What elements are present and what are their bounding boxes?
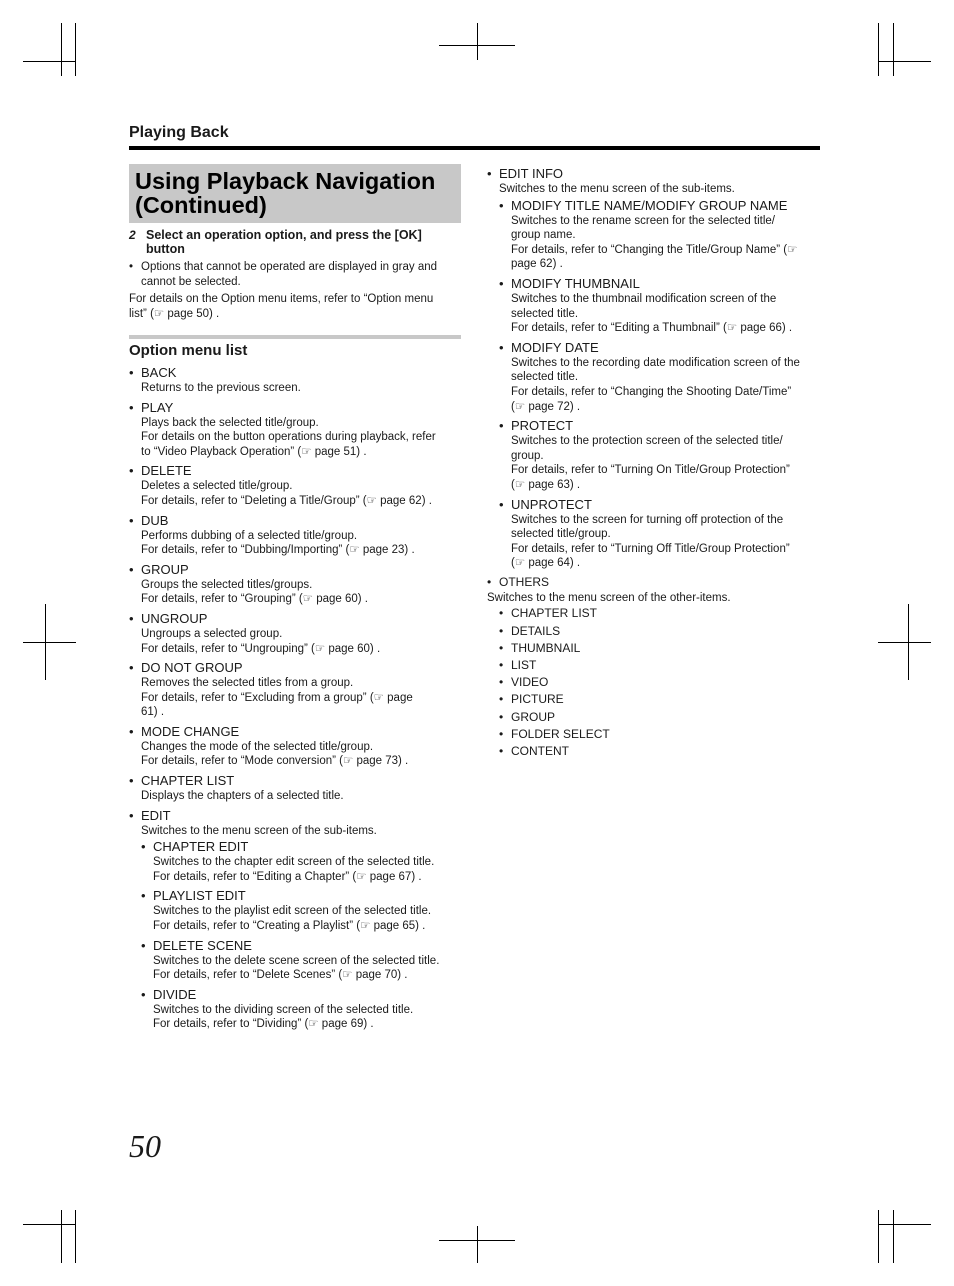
menu-item-label: DUB (141, 512, 169, 528)
page-title-line: (Continued) (135, 192, 267, 218)
menu-item (129, 512, 461, 558)
bullet-icon: • (129, 399, 134, 415)
step-instruction (129, 228, 461, 256)
others-subitems (499, 605, 822, 760)
menu-item-desc: For details, refer to “Grouping” (☞ page 60) . (141, 593, 368, 606)
step-text: Select an operation option, and press the [OK] (146, 228, 422, 242)
menu-item-desc: For details, refer to “Editing a Chapter” (☞ page 67) . (153, 870, 422, 883)
menu-item-desc: selected title. (511, 371, 579, 384)
bullet-icon: • (129, 773, 134, 789)
menu-item (499, 417, 822, 492)
menu-item-desc: Returns to the previous screen. (141, 381, 301, 394)
menu-item-label: UNGROUP (141, 610, 208, 626)
menu-item (129, 561, 461, 607)
detail-text: list” (☞ page 50) . (129, 307, 220, 320)
edit-subitems (141, 838, 461, 1032)
menu-item (141, 986, 461, 1032)
others-subitem-label: LIST (511, 658, 537, 673)
menu-item (141, 937, 461, 983)
menu-item (129, 364, 461, 396)
menu-item-label: DELETE (141, 463, 192, 479)
bullet-icon: • (487, 574, 492, 589)
bullet-icon: • (129, 660, 134, 676)
others-subitem (499, 605, 822, 622)
menu-item (499, 339, 822, 414)
page-number: 50 (129, 1128, 161, 1164)
section-title: Playing Back (129, 124, 229, 141)
page-title (135, 169, 435, 217)
menu-item-others (487, 574, 822, 760)
menu-item-label: DELETE SCENE (153, 937, 252, 953)
bullet-icon: • (129, 364, 134, 380)
others-subitem (499, 640, 822, 657)
menu-item-label: PLAYLIST EDIT (153, 888, 246, 904)
menu-item-label: PLAY (141, 399, 174, 415)
subsection-rule (129, 335, 461, 339)
menu-item-desc: For details, refer to “Delete Scenes” (☞ page 70) . (153, 969, 408, 982)
menu-item-desc: page 62) . (511, 258, 563, 271)
menu-item-desc: For details, refer to “Dubbing/Importing” (☞ page 23) . (141, 544, 415, 557)
note-text: Options that cannot be operated are displayed in gray and (141, 261, 438, 273)
menu-item (499, 197, 822, 272)
menu-item (129, 610, 461, 656)
bullet-icon: • (129, 512, 134, 528)
menu-item-label: PROTECT (511, 418, 574, 434)
menu-item-label: EDIT (141, 807, 171, 823)
menu-item-desc: For details, refer to “Dividing” (☞ page 69) . (153, 1018, 374, 1031)
menu-item-desc: Switches to the menu screen of the sub-items. (499, 183, 735, 195)
menu-item-label: UNPROTECT (511, 496, 592, 512)
bullet-icon: • (129, 723, 134, 739)
menu-item-label: MODIFY TITLE NAME/MODIFY GROUP NAME (511, 197, 788, 213)
others-subitem (499, 623, 822, 640)
step-text: button (146, 242, 185, 256)
menu-item-desc: (☞ page 63) . (511, 478, 581, 491)
bullet-icon: • (141, 937, 146, 953)
bullet-icon: • (499, 623, 504, 638)
menu-item-desc: For details, refer to “Mode conversion” (☞ page 73) . (141, 755, 409, 768)
menu-item-desc: (☞ page 64) . (511, 557, 581, 570)
left-column (129, 228, 461, 1035)
menu-item (129, 462, 461, 508)
menu-item-label: CHAPTER EDIT (153, 839, 249, 855)
menu-item-desc: Switches to the menu screen of the other-items. (487, 591, 731, 604)
bullet-icon: • (499, 658, 504, 673)
menu-item-desc: to “Video Playback Operation” (☞ page 51) . (141, 445, 367, 458)
menu-item-desc: Plays back the selected title/group. (141, 416, 319, 429)
menu-item-desc: Groups the selected titles/groups. (141, 578, 313, 591)
menu-item (129, 723, 461, 769)
menu-item-desc: Switches to the thumbnail modification screen of the (511, 292, 777, 305)
others-subitem-label: FOLDER SELECT (511, 726, 610, 741)
menu-item-label: MODE CHANGE (141, 723, 240, 739)
bullet-icon: • (499, 496, 504, 512)
menu-item-desc: Switches to the playlist edit screen of the selected title. (153, 905, 432, 918)
menu-item-desc: (☞ page 72) . (511, 400, 581, 413)
menu-item-desc: For details, refer to “Excluding from a group” (☞ page (141, 691, 413, 704)
menu-item (141, 838, 461, 884)
page-title-box (129, 164, 461, 223)
others-subitem-label: DETAILS (511, 623, 561, 638)
menu-item-label: DIVIDE (153, 986, 197, 1002)
right-column (487, 165, 822, 763)
others-subitem (499, 709, 822, 726)
edit-info-subitems (499, 197, 822, 571)
bullet-icon: • (499, 744, 504, 759)
menu-item-desc: For details, refer to “Turning On Title/Group Protection” (511, 464, 790, 477)
menu-item-label: MODIFY THUMBNAIL (511, 275, 640, 291)
menu-item (499, 496, 822, 571)
menu-item-desc: For details, refer to “Changing the Shooting Date/Time” (511, 385, 792, 398)
bullet-icon: • (129, 261, 134, 273)
menu-item-desc: Performs dubbing of a selected title/group. (141, 529, 358, 542)
bullet-icon: • (141, 839, 146, 855)
bullet-icon: • (499, 709, 504, 724)
menu-item-desc: Switches to the dividing screen of the selected title. (153, 1003, 414, 1016)
others-subitem-label: PICTURE (511, 692, 564, 707)
bullet-icon: • (487, 166, 492, 181)
menu-item-desc: For details, refer to “Turning Off Title/Group Protection” (511, 542, 790, 555)
menu-item-desc: 61) . (141, 706, 165, 719)
menu-item-desc: Switches to the chapter edit screen of the selected title. (153, 856, 435, 869)
bullet-icon: • (499, 675, 504, 690)
menu-item (499, 275, 822, 336)
bullet-icon: • (499, 640, 504, 655)
menu-item-desc: Changes the mode of the selected title/group. (141, 740, 374, 753)
step-note (129, 260, 461, 289)
bullet-icon: • (499, 418, 504, 434)
menu-item-desc: Switches to the screen for turning off protection of the (511, 513, 784, 526)
menu-item-desc: Switches to the delete scene screen of the selected title. (153, 954, 440, 967)
menu-item-desc: For details, refer to “Deleting a Title/Group” (☞ page 62) . (141, 494, 432, 507)
others-subitem-label: CONTENT (511, 744, 569, 759)
menu-item (141, 887, 461, 933)
subsection-title: Option menu list (129, 342, 248, 360)
others-subitem (499, 743, 822, 760)
others-subitem-label: CHAPTER LIST (511, 606, 598, 621)
detail-text: For details on the Option menu items, refer to “Option menu (129, 293, 434, 306)
option-menu-list (129, 364, 461, 804)
menu-item-label: OTHERS (499, 574, 550, 589)
menu-item-desc: For details, refer to “Editing a Thumbnail” (☞ page 66) . (511, 322, 793, 335)
bullet-icon: • (499, 339, 504, 355)
step-number: 2 (129, 228, 136, 242)
menu-item-edit-info (487, 165, 822, 571)
bullet-icon: • (129, 807, 134, 823)
bullet-icon: • (141, 888, 146, 904)
others-subitem (499, 726, 822, 743)
menu-item (129, 399, 461, 460)
bullet-icon: • (129, 610, 134, 626)
bullet-icon: • (499, 606, 504, 621)
menu-item-label: CHAPTER LIST (141, 773, 235, 789)
bullet-icon: • (499, 726, 504, 741)
others-subitem (499, 674, 822, 691)
menu-item-desc: For details, refer to “Changing the Title/Group Name” (☞ (511, 243, 798, 256)
menu-item-label: DO NOT GROUP (141, 660, 243, 676)
page-title-line: Using Playback Navigation (135, 168, 436, 194)
bullet-icon: • (499, 692, 504, 707)
menu-item-desc: Switches to the recording date modification screen of the (511, 356, 800, 369)
menu-item-desc: group name. (511, 229, 576, 242)
menu-item-label: EDIT INFO (499, 166, 564, 181)
menu-item-label: GROUP (141, 561, 189, 577)
menu-item-desc: selected title. (511, 307, 579, 320)
menu-item-label: MODIFY DATE (511, 339, 599, 355)
bullet-icon: • (129, 561, 134, 577)
others-subitem-label: THUMBNAIL (511, 640, 581, 655)
menu-item-desc: Displays the chapters of a selected title. (141, 790, 344, 803)
menu-item-desc: For details on the button operations during playback, refer (141, 431, 436, 444)
menu-item (129, 772, 461, 804)
step-detail (129, 292, 461, 321)
menu-item-label: BACK (141, 364, 177, 380)
menu-item-desc: Removes the selected titles from a group. (141, 677, 354, 690)
note-text: cannot be selected. (141, 275, 241, 288)
menu-item-desc: selected title/group. (511, 528, 611, 541)
menu-item-desc: For details, refer to “Creating a Playlist” (☞ page 65) . (153, 920, 426, 933)
menu-item-desc: Switches to the menu screen of the sub-items. (141, 824, 377, 837)
menu-item-desc: Ungroups a selected group. (141, 627, 283, 640)
menu-item (129, 659, 461, 720)
menu-item-edit (129, 807, 461, 1032)
others-subitem (499, 691, 822, 708)
bullet-icon: • (499, 275, 504, 291)
bullet-icon: • (129, 463, 134, 479)
others-subitem (499, 657, 822, 674)
menu-item-desc: Switches to the protection screen of the selected title/ (511, 435, 783, 448)
bullet-icon: • (141, 986, 146, 1002)
menu-item-desc: Deletes a selected title/group. (141, 480, 293, 493)
menu-item-desc: group. (511, 449, 544, 462)
menu-item-desc: Switches to the rename screen for the selected title/ (511, 214, 775, 227)
bullet-icon: • (499, 197, 504, 213)
others-subitem-label: VIDEO (511, 675, 549, 690)
others-subitem-label: GROUP (511, 709, 556, 724)
section-rule (129, 146, 820, 150)
menu-item-desc: For details, refer to “Ungrouping” (☞ page 60) . (141, 642, 381, 655)
